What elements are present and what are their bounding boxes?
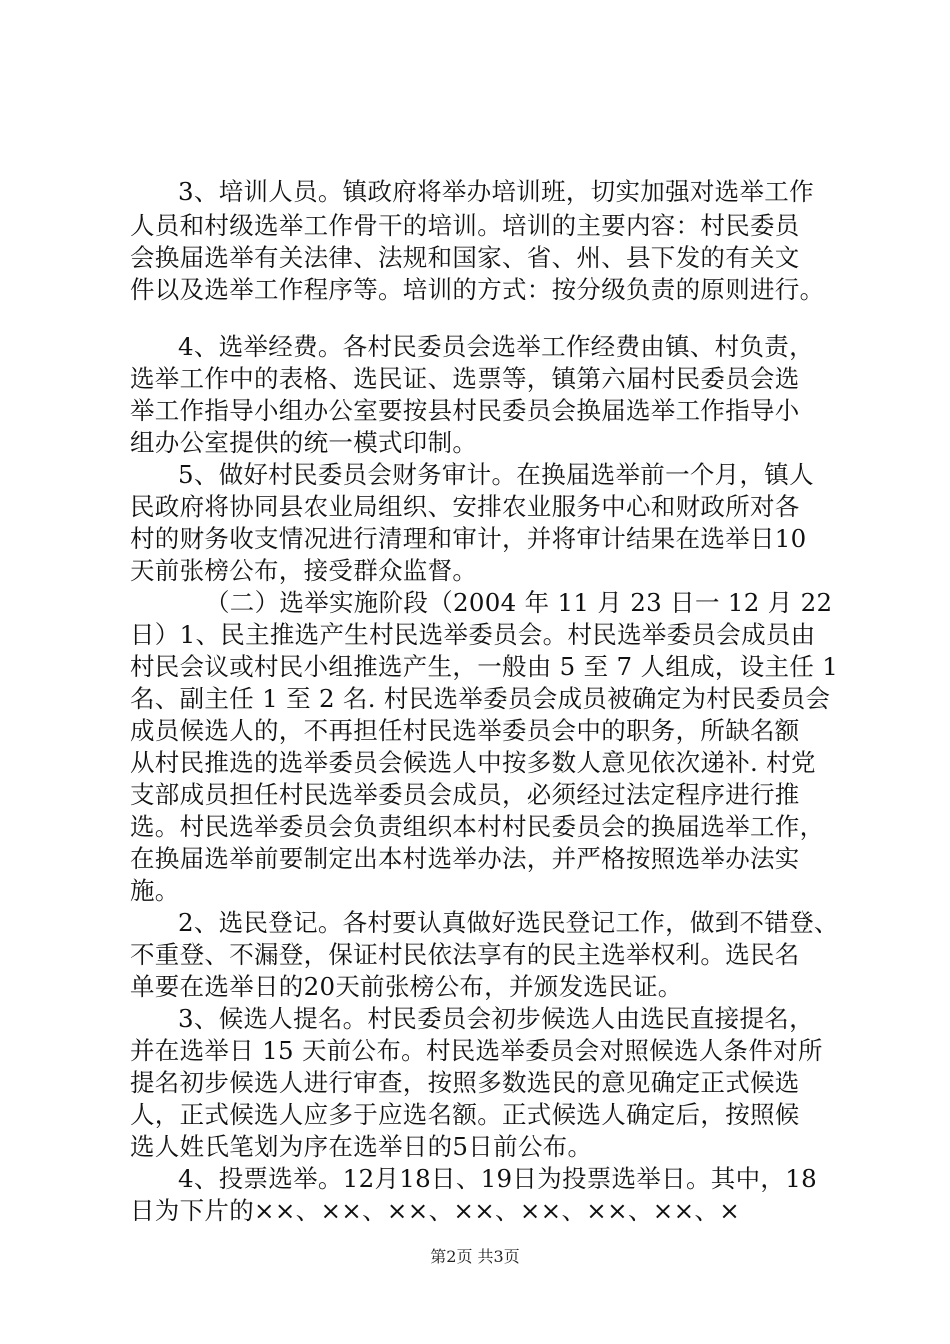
text-line: 2、选民登记。各村要认真做好选民登记工作，做到不错登、 [178, 908, 839, 937]
text-line: 人，正式候选人应多于应选名额。正式候选人确定后，按照候 [130, 1100, 800, 1129]
text-line: 会换届选举有关法律、法规和国家、省、州、县下发的有关文 [130, 243, 800, 272]
section-heading: （二）选举实施阶段（2004 年 11 月 23 日一 12 月 22 [205, 588, 833, 617]
text-line: 举工作指导小组办公室要按县村民委员会换届选举工作指导小 [130, 396, 800, 425]
text-line: 选。村民选举委员会负责组织本村村民委员会的换届选举工作， [130, 812, 825, 841]
text-line: 民政府将协同县农业局组织、安排农业服务中心和财政所对各 [130, 492, 800, 521]
text-line: 件以及选举工作程序等。培训的方式：按分级负责的原则进行。 [130, 275, 825, 304]
text-line: 村民会议或村民小组推选产生，一般由 5 至 7 人组成，设主任 1 [130, 652, 839, 681]
text-line: 选人姓氏笔划为序在选举日的5日前公布。 [130, 1132, 593, 1161]
text-line: 3、培训人员。镇政府将举办培训班，切实加强对选举工作 [178, 177, 814, 206]
text-line: 在换届选举前要制定出本村选举办法，并严格按照选举办法实 [130, 844, 800, 873]
text-line: 日为下片的××、××、××、××、××、××、××、× [130, 1196, 741, 1225]
text-line: 5、做好村民委员会财务审计。在换届选举前一个月，镇人 [178, 460, 814, 489]
text-line: 成员候选人的，不再担任村民选举委员会中的职务，所缺名额 [130, 716, 800, 745]
text-line: 组办公室提供的统一模式印制。 [130, 428, 478, 457]
text-line: 4、选举经费。各村民委员会选举工作经费由镇、村负责， [178, 332, 814, 361]
text-line: 村的财务收支情况进行清理和审计，并将审计结果在选举日10 [130, 524, 807, 553]
text-line: 提名初步候选人进行审查，按照多数选民的意见确定正式候选 [130, 1068, 800, 1097]
text-line: 支部成员担任村民选举委员会成员，必须经过法定程序进行推 [130, 780, 800, 809]
text-line: 日）1、民主推选产生村民选举委员会。村民选举委员会成员由 [130, 620, 816, 649]
text-line: 从村民推选的选举委员会候选人中按多数人意见依次递补. 村党 [130, 748, 816, 777]
text-line: 4、投票选举。12月18日、19日为投票选举日。其中，18 [178, 1164, 817, 1193]
text-line: 人员和村级选举工作骨干的培训。培训的主要内容：村民委员 [130, 211, 800, 240]
text-line: 名、副主任 1 至 2 名. 村民选举委员会成员被确定为村民委员会 [130, 684, 831, 713]
text-line: 并在选举日 15 天前公布。村民选举委员会对照候选人条件对所 [130, 1036, 823, 1065]
text-line: 天前张榜公布，接受群众监督。 [130, 556, 478, 585]
text-line: 3、候选人提名。村民委员会初步候选人由选民直接提名， [178, 1004, 814, 1033]
text-line: 单要在选举日的20天前张榜公布，并颁发选民证。 [130, 972, 683, 1001]
text-line: 选举工作中的表格、选民证、选票等，镇第六届村民委员会选 [130, 364, 800, 393]
page-number-footer: 第2页 共3页 [430, 1247, 520, 1266]
text-line: 不重登、不漏登，保证村民依法享有的民主选举权利。选民名 [130, 940, 800, 969]
text-line: 施。 [130, 876, 180, 905]
